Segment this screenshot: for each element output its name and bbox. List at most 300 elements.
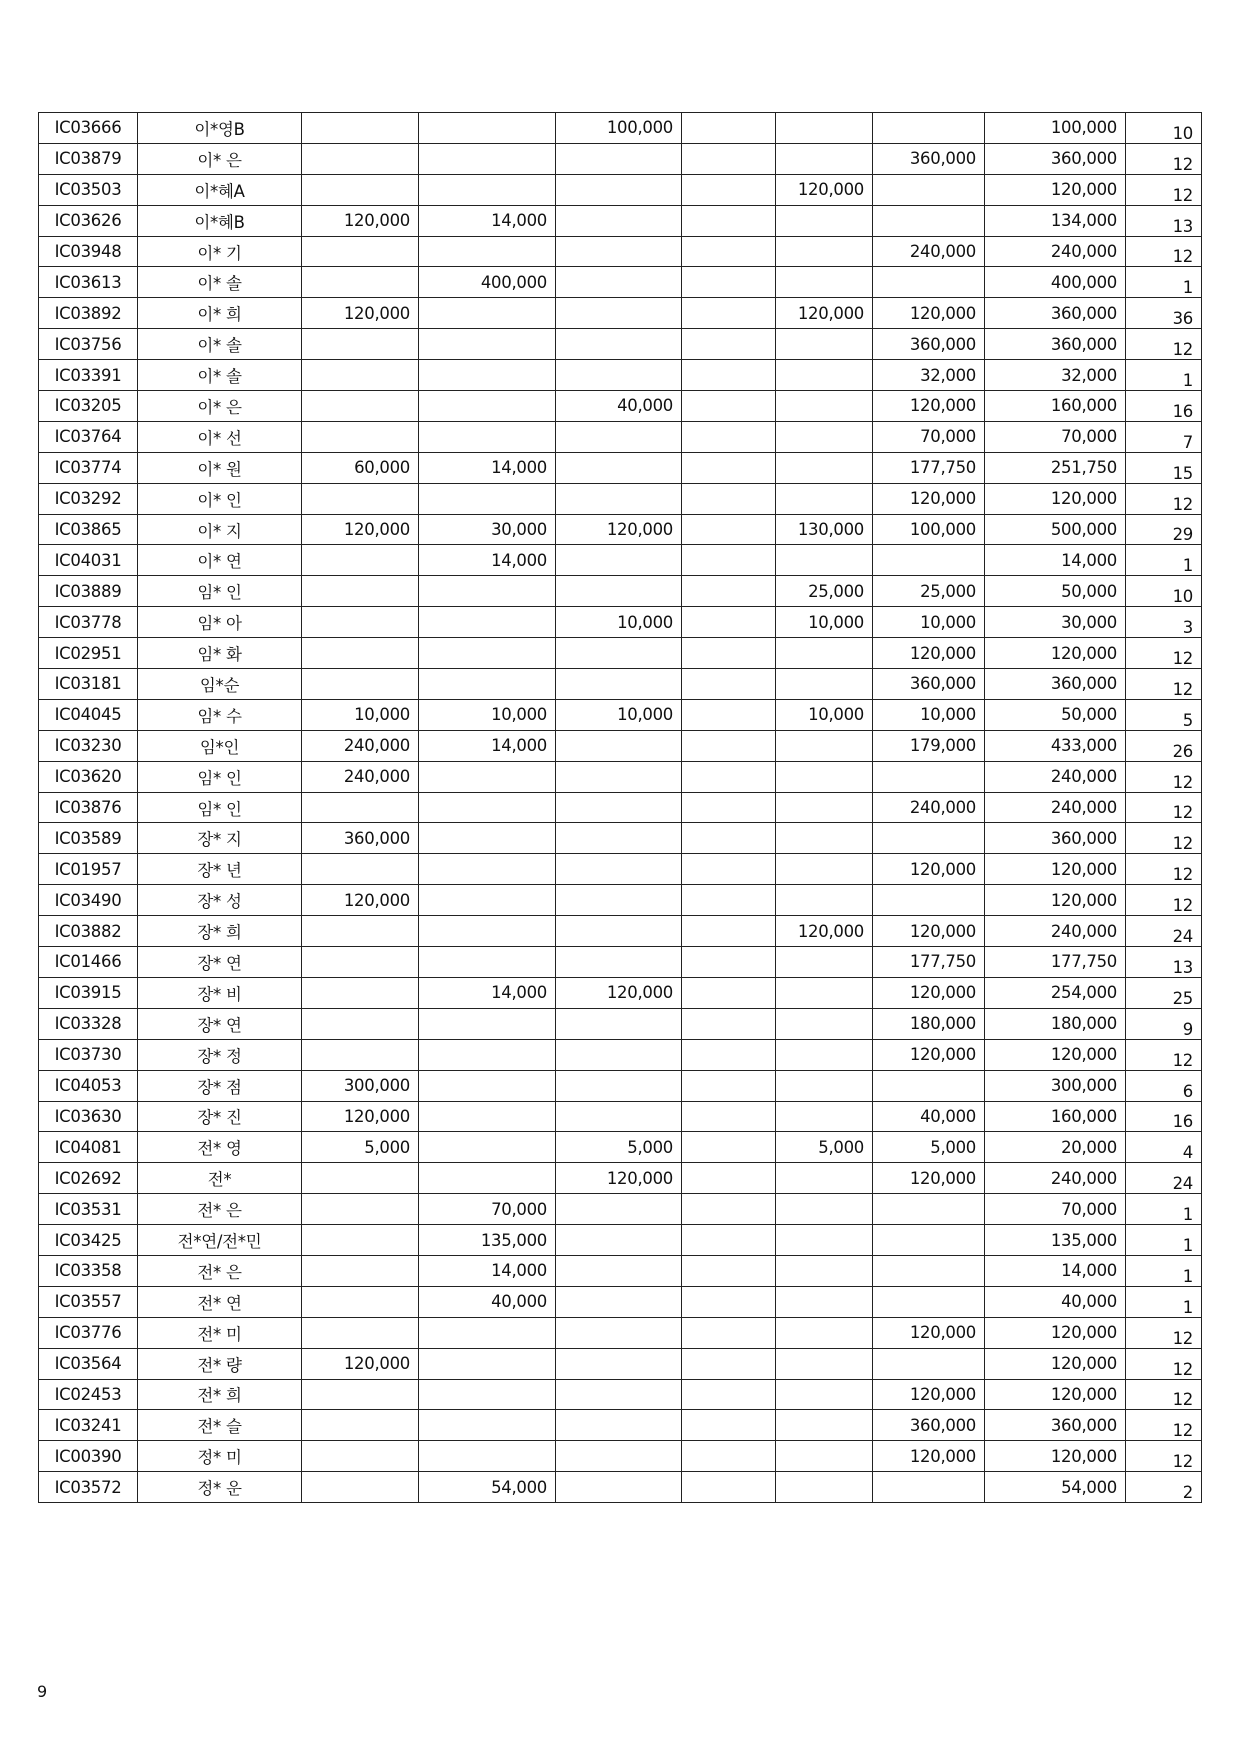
amount-cell: 120,000 <box>873 298 985 329</box>
member-id-cell: IC04045 <box>39 699 138 730</box>
amount-cell <box>682 1194 776 1225</box>
amount-cell <box>682 1101 776 1132</box>
amount-cell <box>302 977 419 1008</box>
amount-cell <box>419 1410 556 1441</box>
member-id-cell: IC03425 <box>39 1225 138 1256</box>
member-name-cell: 전* 슬 <box>138 1410 302 1441</box>
amount-cell <box>419 1317 556 1348</box>
member-name-cell: 전* <box>138 1163 302 1194</box>
amount-cell <box>776 1194 873 1225</box>
amount-cell: 54,000 <box>419 1472 556 1503</box>
page-number: 9 <box>37 1682 48 1701</box>
amount-cell <box>682 143 776 174</box>
member-id-cell: IC03230 <box>39 730 138 761</box>
ledger-body <box>39 113 1202 1503</box>
amount-cell <box>682 947 776 978</box>
member-id-cell: IC02692 <box>39 1163 138 1194</box>
member-name-cell: 정* 운 <box>138 1472 302 1503</box>
member-name-cell: 임* 화 <box>138 638 302 669</box>
total-amount-cell: 180,000 <box>985 1008 1126 1039</box>
count-cell: 1 <box>1126 1255 1202 1286</box>
member-name-cell: 이* 원 <box>138 452 302 483</box>
table-row <box>39 1441 1202 1472</box>
amount-cell <box>556 885 682 916</box>
amount-cell <box>556 1194 682 1225</box>
total-amount-cell: 360,000 <box>985 143 1126 174</box>
amount-cell <box>419 360 556 391</box>
table-row <box>39 1286 1202 1317</box>
member-id-cell: IC03730 <box>39 1039 138 1070</box>
count-cell: 12 <box>1126 761 1202 792</box>
amount-cell: 179,000 <box>873 730 985 761</box>
table-row <box>39 947 1202 978</box>
amount-cell <box>682 761 776 792</box>
member-id-cell: IC03292 <box>39 483 138 514</box>
total-amount-cell: 400,000 <box>985 267 1126 298</box>
amount-cell <box>682 329 776 360</box>
amount-cell <box>556 174 682 205</box>
member-name-cell: 전* 은 <box>138 1255 302 1286</box>
amount-cell: 70,000 <box>873 421 985 452</box>
amount-cell <box>776 421 873 452</box>
amount-cell: 120,000 <box>556 977 682 1008</box>
amount-cell <box>682 1317 776 1348</box>
amount-cell <box>682 638 776 669</box>
table-row <box>39 1317 1202 1348</box>
amount-cell <box>873 174 985 205</box>
amount-cell: 10,000 <box>419 699 556 730</box>
amount-cell <box>302 1255 419 1286</box>
total-amount-cell: 50,000 <box>985 576 1126 607</box>
amount-cell <box>776 1225 873 1256</box>
amount-cell <box>682 267 776 298</box>
amount-cell: 10,000 <box>873 607 985 638</box>
amount-cell <box>419 1039 556 1070</box>
total-amount-cell: 40,000 <box>985 1286 1126 1317</box>
amount-cell <box>776 1039 873 1070</box>
member-id-cell: IC03776 <box>39 1317 138 1348</box>
amount-cell <box>302 1225 419 1256</box>
amount-cell <box>776 1070 873 1101</box>
total-amount-cell: 120,000 <box>985 885 1126 916</box>
amount-cell <box>776 977 873 1008</box>
amount-cell <box>776 1255 873 1286</box>
total-amount-cell: 120,000 <box>985 638 1126 669</box>
amount-cell <box>682 1163 776 1194</box>
amount-cell <box>419 421 556 452</box>
member-id-cell: IC02951 <box>39 638 138 669</box>
amount-cell <box>302 607 419 638</box>
amount-cell: 40,000 <box>556 391 682 422</box>
member-id-cell: IC03564 <box>39 1348 138 1379</box>
total-amount-cell: 360,000 <box>985 823 1126 854</box>
table-row <box>39 854 1202 885</box>
member-id-cell: IC03865 <box>39 514 138 545</box>
amount-cell <box>556 1039 682 1070</box>
table-row <box>39 761 1202 792</box>
amount-cell <box>776 792 873 823</box>
amount-cell: 14,000 <box>419 452 556 483</box>
table-row <box>39 236 1202 267</box>
amount-cell <box>776 1008 873 1039</box>
amount-cell <box>302 576 419 607</box>
amount-cell <box>302 1317 419 1348</box>
member-id-cell: IC03589 <box>39 823 138 854</box>
amount-cell <box>873 1472 985 1503</box>
amount-cell <box>682 885 776 916</box>
total-amount-cell: 14,000 <box>985 1255 1126 1286</box>
amount-cell <box>682 360 776 391</box>
member-id-cell: IC00390 <box>39 1441 138 1472</box>
amount-cell <box>682 792 776 823</box>
amount-cell <box>776 1441 873 1472</box>
count-cell: 1 <box>1126 1194 1202 1225</box>
table-row <box>39 545 1202 576</box>
amount-cell <box>682 1255 776 1286</box>
amount-cell <box>419 1379 556 1410</box>
table-row <box>39 730 1202 761</box>
amount-cell: 5,000 <box>873 1132 985 1163</box>
member-name-cell: 장* 정 <box>138 1039 302 1070</box>
total-amount-cell: 134,000 <box>985 205 1126 236</box>
member-name-cell: 전* 연 <box>138 1286 302 1317</box>
count-cell: 3 <box>1126 607 1202 638</box>
amount-cell <box>776 545 873 576</box>
amount-cell: 120,000 <box>873 854 985 885</box>
member-id-cell: IC03756 <box>39 329 138 360</box>
count-cell: 12 <box>1126 792 1202 823</box>
amount-cell: 10,000 <box>873 699 985 730</box>
count-cell: 12 <box>1126 1379 1202 1410</box>
amount-cell: 120,000 <box>776 298 873 329</box>
table-row <box>39 916 1202 947</box>
member-name-cell: 이* 지 <box>138 514 302 545</box>
member-id-cell: IC03892 <box>39 298 138 329</box>
amount-cell <box>873 205 985 236</box>
table-row <box>39 205 1202 236</box>
count-cell: 16 <box>1126 1101 1202 1132</box>
total-amount-cell: 120,000 <box>985 1039 1126 1070</box>
member-id-cell: IC03531 <box>39 1194 138 1225</box>
member-name-cell: 임* 인 <box>138 761 302 792</box>
amount-cell <box>302 1472 419 1503</box>
table-row <box>39 267 1202 298</box>
amount-cell <box>302 174 419 205</box>
amount-cell <box>682 854 776 885</box>
amount-cell <box>556 236 682 267</box>
amount-cell <box>682 1225 776 1256</box>
amount-cell <box>556 205 682 236</box>
member-id-cell: IC03613 <box>39 267 138 298</box>
total-amount-cell: 360,000 <box>985 1410 1126 1441</box>
total-amount-cell: 433,000 <box>985 730 1126 761</box>
amount-cell <box>776 483 873 514</box>
member-name-cell: 이* 인 <box>138 483 302 514</box>
member-id-cell: IC03503 <box>39 174 138 205</box>
amount-cell <box>302 1379 419 1410</box>
amount-cell <box>682 205 776 236</box>
count-cell: 29 <box>1126 514 1202 545</box>
total-amount-cell: 360,000 <box>985 298 1126 329</box>
amount-cell <box>556 267 682 298</box>
table-row <box>39 391 1202 422</box>
count-cell: 15 <box>1126 452 1202 483</box>
amount-cell: 240,000 <box>302 730 419 761</box>
amount-cell: 120,000 <box>873 1163 985 1194</box>
amount-cell <box>776 947 873 978</box>
amount-cell <box>556 947 682 978</box>
amount-cell <box>302 545 419 576</box>
count-cell: 25 <box>1126 977 1202 1008</box>
amount-cell: 177,750 <box>873 452 985 483</box>
count-cell: 12 <box>1126 1317 1202 1348</box>
table-row <box>39 977 1202 1008</box>
amount-cell: 120,000 <box>302 885 419 916</box>
amount-cell <box>682 391 776 422</box>
total-amount-cell: 32,000 <box>985 360 1126 391</box>
amount-cell <box>776 236 873 267</box>
amount-cell <box>776 1317 873 1348</box>
amount-cell <box>873 113 985 144</box>
amount-cell <box>776 1101 873 1132</box>
table-row <box>39 329 1202 360</box>
member-id-cell: IC03358 <box>39 1255 138 1286</box>
total-amount-cell: 54,000 <box>985 1472 1126 1503</box>
total-amount-cell: 240,000 <box>985 236 1126 267</box>
amount-cell <box>419 669 556 700</box>
table-row <box>39 699 1202 730</box>
amount-cell <box>776 143 873 174</box>
member-name-cell: 전* 희 <box>138 1379 302 1410</box>
count-cell: 1 <box>1126 545 1202 576</box>
amount-cell <box>302 421 419 452</box>
amount-cell: 25,000 <box>776 576 873 607</box>
amount-cell <box>776 730 873 761</box>
total-amount-cell: 300,000 <box>985 1070 1126 1101</box>
amount-cell <box>556 483 682 514</box>
table-row <box>39 1008 1202 1039</box>
amount-cell <box>682 1441 776 1472</box>
count-cell: 1 <box>1126 267 1202 298</box>
total-amount-cell: 70,000 <box>985 421 1126 452</box>
amount-cell <box>873 545 985 576</box>
amount-cell: 25,000 <box>873 576 985 607</box>
member-name-cell: 이* 은 <box>138 143 302 174</box>
amount-cell <box>302 916 419 947</box>
amount-cell: 120,000 <box>873 1039 985 1070</box>
member-name-cell: 장* 희 <box>138 916 302 947</box>
amount-cell <box>873 1286 985 1317</box>
member-name-cell: 이* 연 <box>138 545 302 576</box>
amount-cell <box>682 1410 776 1441</box>
member-name-cell: 장* 지 <box>138 823 302 854</box>
table-row <box>39 1039 1202 1070</box>
amount-cell <box>302 143 419 174</box>
total-amount-cell: 120,000 <box>985 854 1126 885</box>
member-name-cell: 장* 비 <box>138 977 302 1008</box>
amount-cell: 5,000 <box>776 1132 873 1163</box>
member-id-cell: IC03626 <box>39 205 138 236</box>
table-row <box>39 792 1202 823</box>
amount-cell <box>776 1348 873 1379</box>
amount-cell <box>419 113 556 144</box>
amount-cell: 120,000 <box>873 483 985 514</box>
amount-cell <box>776 452 873 483</box>
amount-cell <box>419 885 556 916</box>
amount-cell <box>682 576 776 607</box>
amount-cell: 120,000 <box>873 977 985 1008</box>
amount-cell <box>302 483 419 514</box>
amount-cell <box>776 360 873 391</box>
amount-cell <box>556 329 682 360</box>
table-row <box>39 1348 1202 1379</box>
amount-cell <box>556 1410 682 1441</box>
amount-cell <box>776 761 873 792</box>
amount-cell <box>302 1286 419 1317</box>
table-row <box>39 1101 1202 1132</box>
count-cell: 1 <box>1126 1225 1202 1256</box>
member-id-cell: IC04031 <box>39 545 138 576</box>
table-row <box>39 607 1202 638</box>
amount-cell: 120,000 <box>776 174 873 205</box>
total-amount-cell: 254,000 <box>985 977 1126 1008</box>
amount-cell <box>302 947 419 978</box>
amount-cell <box>419 1101 556 1132</box>
member-name-cell: 장* 연 <box>138 1008 302 1039</box>
amount-cell: 30,000 <box>419 514 556 545</box>
count-cell: 12 <box>1126 823 1202 854</box>
amount-cell <box>556 1379 682 1410</box>
amount-cell <box>682 113 776 144</box>
member-id-cell: IC03666 <box>39 113 138 144</box>
table-row <box>39 143 1202 174</box>
amount-cell <box>556 823 682 854</box>
member-id-cell: IC03328 <box>39 1008 138 1039</box>
amount-cell <box>419 761 556 792</box>
table-row <box>39 1070 1202 1101</box>
amount-cell: 120,000 <box>873 1441 985 1472</box>
amount-cell <box>682 607 776 638</box>
amount-cell <box>776 823 873 854</box>
count-cell: 12 <box>1126 1348 1202 1379</box>
member-id-cell: IC03572 <box>39 1472 138 1503</box>
member-name-cell: 이*혜A <box>138 174 302 205</box>
amount-cell <box>556 1101 682 1132</box>
member-name-cell: 전* 미 <box>138 1317 302 1348</box>
amount-cell <box>682 823 776 854</box>
table-row <box>39 1194 1202 1225</box>
amount-cell <box>419 854 556 885</box>
amount-cell <box>873 885 985 916</box>
table-row <box>39 514 1202 545</box>
amount-cell <box>556 916 682 947</box>
amount-cell: 10,000 <box>776 607 873 638</box>
count-cell: 12 <box>1126 174 1202 205</box>
member-id-cell: IC03948 <box>39 236 138 267</box>
amount-cell <box>302 1194 419 1225</box>
amount-cell <box>302 669 419 700</box>
amount-cell <box>556 545 682 576</box>
amount-cell <box>556 1255 682 1286</box>
total-amount-cell: 360,000 <box>985 329 1126 360</box>
total-amount-cell: 177,750 <box>985 947 1126 978</box>
amount-cell: 120,000 <box>873 916 985 947</box>
amount-cell <box>556 452 682 483</box>
amount-cell: 120,000 <box>873 391 985 422</box>
count-cell: 24 <box>1126 916 1202 947</box>
member-name-cell: 전* 량 <box>138 1348 302 1379</box>
amount-cell <box>682 699 776 730</box>
table-row <box>39 421 1202 452</box>
count-cell: 16 <box>1126 391 1202 422</box>
count-cell: 12 <box>1126 483 1202 514</box>
amount-cell <box>419 947 556 978</box>
amount-cell <box>556 1008 682 1039</box>
table-row <box>39 1132 1202 1163</box>
amount-cell <box>682 298 776 329</box>
amount-cell <box>556 669 682 700</box>
amount-cell <box>556 1441 682 1472</box>
member-id-cell: IC03241 <box>39 1410 138 1441</box>
amount-cell <box>556 421 682 452</box>
amount-cell <box>419 916 556 947</box>
member-name-cell: 전*연/전*민 <box>138 1225 302 1256</box>
total-amount-cell: 360,000 <box>985 669 1126 700</box>
count-cell: 10 <box>1126 113 1202 144</box>
amount-cell <box>302 638 419 669</box>
member-id-cell: IC01957 <box>39 854 138 885</box>
table-row <box>39 638 1202 669</box>
amount-cell: 240,000 <box>873 792 985 823</box>
amount-cell <box>302 1410 419 1441</box>
amount-cell <box>302 1039 419 1070</box>
amount-cell <box>873 267 985 298</box>
amount-cell: 60,000 <box>302 452 419 483</box>
amount-cell <box>776 113 873 144</box>
amount-cell <box>556 298 682 329</box>
count-cell: 6 <box>1126 1070 1202 1101</box>
amount-cell <box>419 823 556 854</box>
amount-cell <box>682 236 776 267</box>
amount-cell <box>302 267 419 298</box>
amount-cell <box>776 669 873 700</box>
amount-cell <box>556 638 682 669</box>
table-row <box>39 360 1202 391</box>
amount-cell: 120,000 <box>302 514 419 545</box>
amount-cell <box>556 761 682 792</box>
amount-cell <box>776 638 873 669</box>
amount-cell: 120,000 <box>302 1348 419 1379</box>
amount-cell: 120,000 <box>556 1163 682 1194</box>
amount-cell: 360,000 <box>873 329 985 360</box>
table-row <box>39 823 1202 854</box>
count-cell: 12 <box>1126 638 1202 669</box>
donation-ledger-table <box>38 112 1202 1503</box>
total-amount-cell: 120,000 <box>985 1317 1126 1348</box>
amount-cell <box>302 329 419 360</box>
amount-cell <box>419 1070 556 1101</box>
amount-cell <box>302 391 419 422</box>
amount-cell: 100,000 <box>873 514 985 545</box>
amount-cell <box>873 1348 985 1379</box>
amount-cell <box>873 823 985 854</box>
amount-cell <box>682 1348 776 1379</box>
member-id-cell: IC03889 <box>39 576 138 607</box>
amount-cell: 180,000 <box>873 1008 985 1039</box>
member-id-cell: IC03630 <box>39 1101 138 1132</box>
amount-cell: 240,000 <box>302 761 419 792</box>
amount-cell <box>682 174 776 205</box>
